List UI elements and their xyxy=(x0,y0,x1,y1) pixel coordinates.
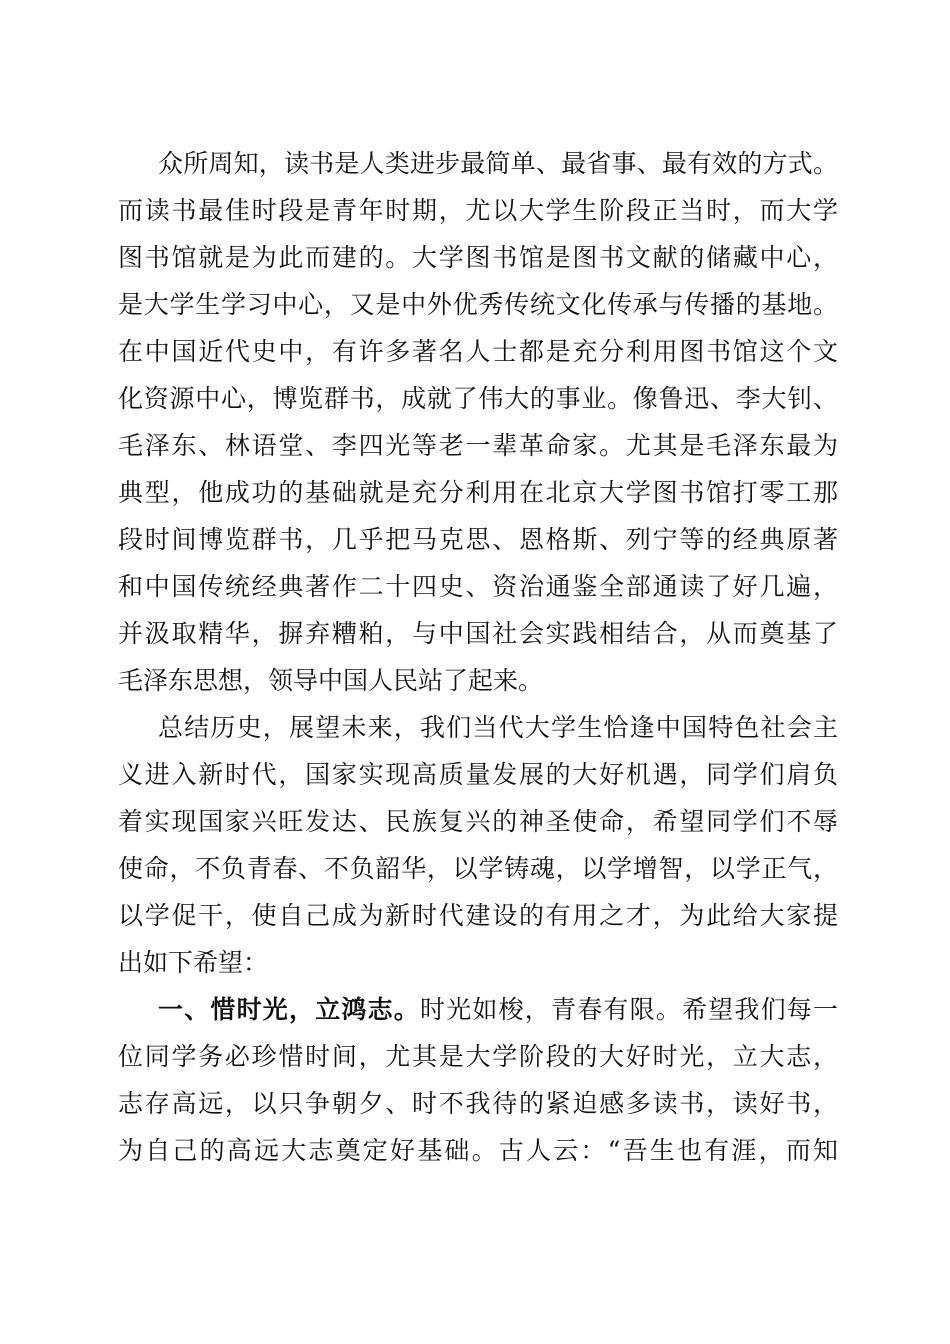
text-line: 在中国近代史中，有许多著名人士都是充分利用图书馆这个文 xyxy=(118,337,838,366)
text-line: 是大学生学习中心，又是中外优秀传统文化传承与传播的基地。 xyxy=(118,290,838,319)
text-line: 为自己的高远大志奠定好基础。古人云：“吾生也有涯，而知 xyxy=(118,1136,838,1165)
text-line xyxy=(118,986,838,1033)
text-line: 使命，不负青春、不负韶华，以学铸魂，以学增智，以学正气， xyxy=(118,854,838,883)
text-line: 以学促干，使自己成为新时代建设的有用之才，为此给大家提 xyxy=(118,901,838,930)
text-line: 着实现国家兴旺发达、民族复兴的神圣使命，希望同学们不辱 xyxy=(118,807,838,836)
text-line: 位同学务必珍惜时间，尤其是大学阶段的大好时光，立大志， xyxy=(118,1042,838,1071)
text-line: 总结历史，展望未来，我们当代大学生恰逢中国特色社会主 xyxy=(158,713,838,742)
text-line: 而读书最佳时段是青年时期，尤以大学生阶段正当时，而大学 xyxy=(118,196,838,225)
text-line: 毛泽东、林语堂、李四光等老一辈革命家。尤其是毛泽东最为 xyxy=(118,431,838,460)
paragraph-2 xyxy=(118,704,838,986)
text-line: 众所周知，读书是人类进步最简单、最省事、最有效的方式。 xyxy=(158,149,838,178)
text-line: 并汲取精华，摒弃糟粕，与中国社会实践相结合，从而奠基了 xyxy=(118,619,838,648)
document-body xyxy=(118,140,838,1174)
paragraph-1 xyxy=(118,140,838,704)
text-line: 化资源中心，博览群书，成就了伟大的事业。像鲁迅、李大钊、 xyxy=(118,384,838,413)
text-line: 图书馆就是为此而建的。大学图书馆是图书文献的储藏中心， xyxy=(118,243,838,272)
text-line: 毛泽东思想，领导中国人民站了起来。 xyxy=(118,666,544,695)
text-line: 典型，他成功的基础就是充分利用在北京大学图书馆打零工那 xyxy=(118,478,838,507)
text-line: 志存高远，以只争朝夕、时不我待的紧迫感多读书，读好书， xyxy=(118,1089,838,1118)
text-line: 出如下希望： xyxy=(118,948,269,977)
paragraph-3 xyxy=(118,986,838,1174)
text-line: 义进入新时代，国家实现高质量发展的大好机遇，同学们肩负 xyxy=(118,760,838,789)
text-line: 段时间博览群书，几乎把马克思、恩格斯、列宁等的经典原著 xyxy=(118,525,838,554)
heading-line-text: 时光如梭，青春有限。希望我们每一 xyxy=(420,995,838,1024)
text-line: 和中国传统经典著作二十四史、资治通鉴全部通读了好几遍， xyxy=(118,572,838,601)
section-heading: 一、惜时光，立鸿志。 xyxy=(158,995,420,1024)
